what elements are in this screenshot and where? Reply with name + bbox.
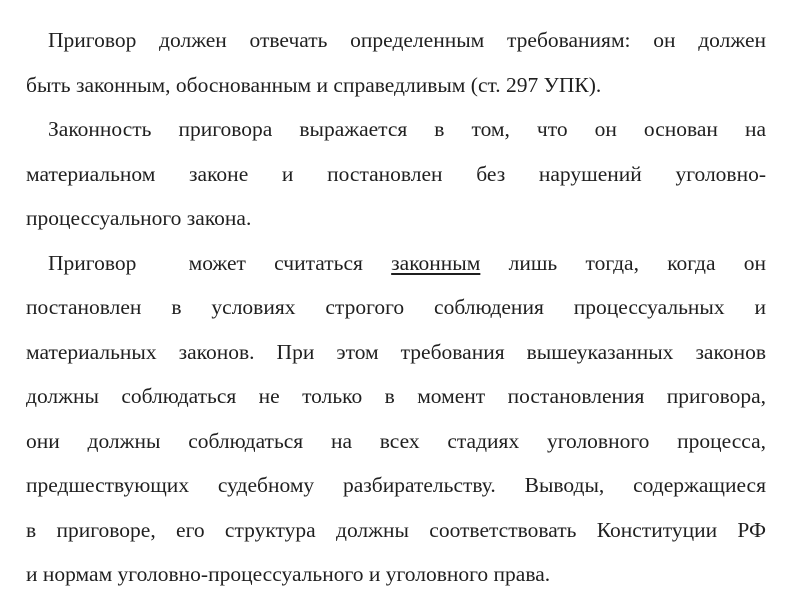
text-fragment: может считаться <box>188 250 363 275</box>
paragraph-line: предшествующих судебному разбирательству. Выводы, содержащиеся <box>26 473 766 497</box>
paragraph-line: материальном законе и постановлен без нарушений уголовно- <box>26 161 766 186</box>
paragraph-line: Законность приговора выражается в том, что он основан на <box>48 117 766 141</box>
word-verdict: Приговор <box>48 250 137 275</box>
paragraph-line: в приговоре, его структура должны соответствовать Конституции РФ <box>26 517 766 542</box>
paragraph-2 <box>26 107 766 241</box>
document-page <box>26 18 766 597</box>
paragraph-1 <box>26 18 766 107</box>
paragraph-line: процессуального закона. <box>26 206 252 230</box>
paragraph-line: должны соблюдаться не только в момент постановления приговора, <box>26 384 766 408</box>
paragraph-line: Приговор должен отвечать определенным требованиям: он должен <box>48 28 766 52</box>
paragraph-line: постановлен в условиях строгого соблюдения процессуальных и <box>26 295 766 319</box>
paragraph-3 <box>26 241 766 597</box>
paragraph-line <box>26 241 766 286</box>
paragraph-line: быть законным, обоснованным и справедливым (ст. 297 УПК). <box>26 72 602 97</box>
paragraph-line: и нормам уголовно-процессуального и уголовного права. <box>26 562 551 586</box>
underlined-word-lawful: законным <box>391 250 481 275</box>
paragraph-line: материальных законов. При этом требования вышеуказанных законов <box>26 339 766 364</box>
paragraph-line: они должны соблюдаться на всех стадиях уголовного процесса, <box>26 428 766 453</box>
text-fragment: лишь тогда, когда он <box>508 250 767 275</box>
